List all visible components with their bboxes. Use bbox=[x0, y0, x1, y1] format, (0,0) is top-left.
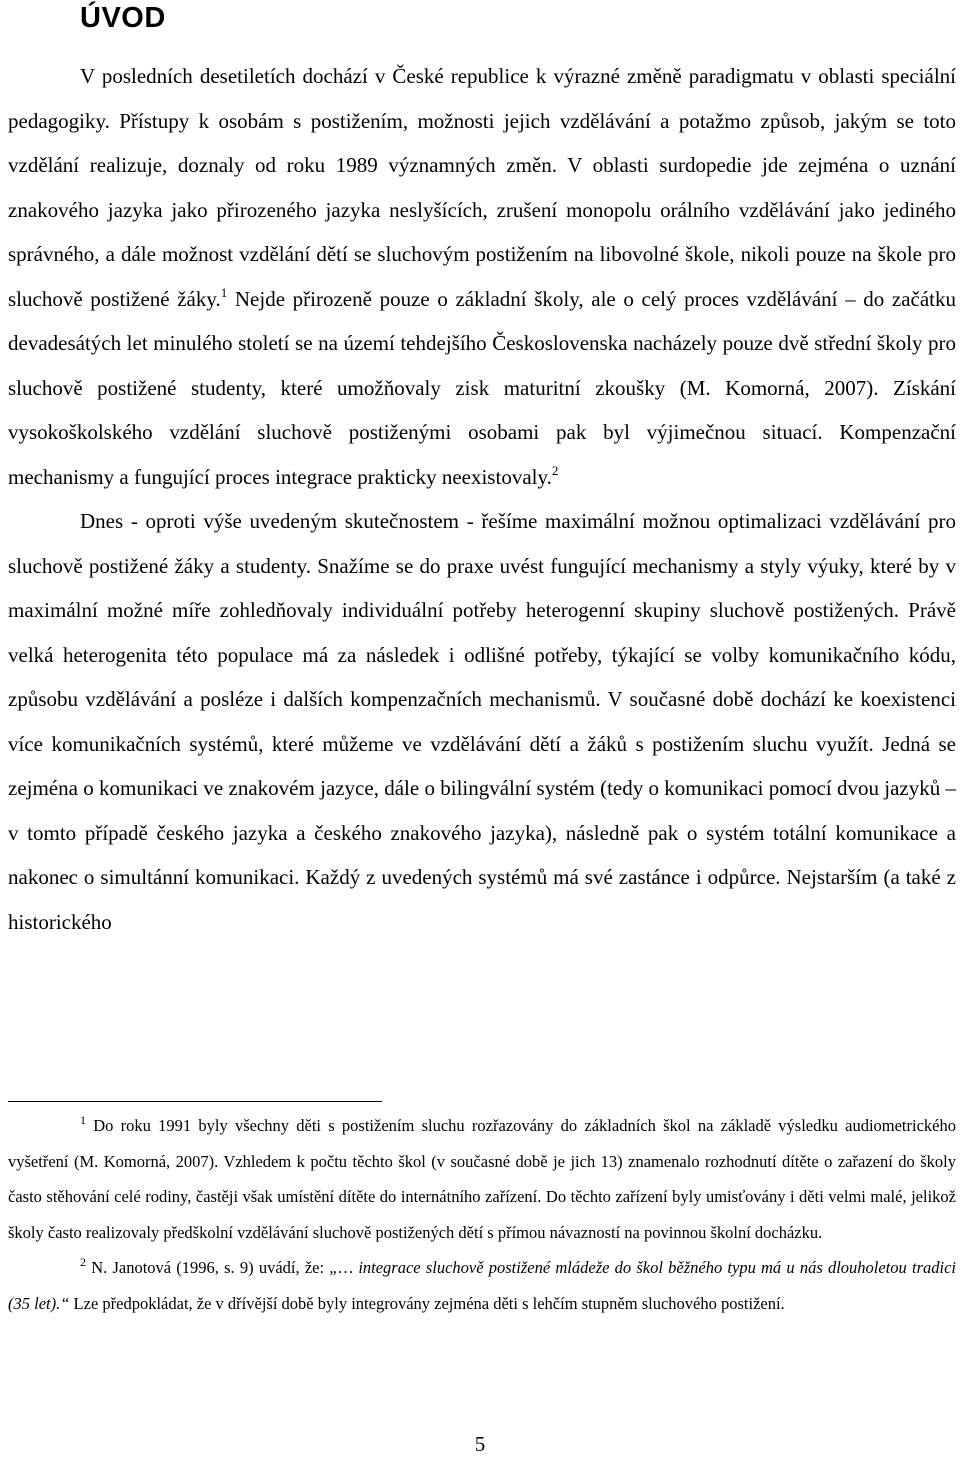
paragraph-2: Dnes - oproti výše uvedeným skutečnostem - řešíme maximální možnou optimalizaci vzdělávání pro sluchově postižené žáky a studenty. Snažíme se do praxe uvést fungující mechanismy a styly výuky, které by v maximální možné míře zohledňovaly individuální potřeby heterogenní skupiny sluchově postižených. Právě velká heterogenita této populace má za následek i odlišné potřeby, týkající se volby komunikačního kódu, způsobu vzdělávání a posléze i dalších kompenzačních mechanismů. V současné době dochází ke koexistenci více komunikačních systémů, které můžeme ve vzdělávání dětí a žáků s postižením sluchu využít. Jedná se zejména o komunikaci ve znakovém jazyce, dále o bilingvální systém (tedy o komunikaci pomocí dvou jazyků – v tomto případě českého jazyka a českého znakového jazyka), následně pak o systém totální komunikace a nakonec o simultánní komunikaci. Každý z uvedených systémů má své zastánce i odpůrce. Nejstarším (a také z historického bbox=[8, 509, 956, 934]
footnote-2-quote: „… integrace sluchově postižené mládeže do škol běžného typu má u nás dlouholetou tradici (35 let).“ bbox=[8, 1258, 957, 1313]
footnotes bbox=[8, 1108, 956, 1321]
footnote-2-marker: 2 bbox=[80, 1255, 86, 1269]
footnote-2-lead: N. Janotová (1996, s. 9) uvádí, že: bbox=[86, 1258, 330, 1277]
footnote-ref-2[interactable]: 2 bbox=[551, 462, 559, 478]
footnote-ref-1[interactable]: 1 bbox=[220, 284, 228, 300]
page-heading: ÚVOD bbox=[80, 2, 166, 34]
footnote-2-tail: Lze předpokládat, že v dřívější době byly integrovány zejména děti s lehčím stupněm sluchového postižení. bbox=[69, 1293, 785, 1313]
paragraph-1 bbox=[8, 54, 956, 499]
paragraph-1-part-b: Nejde přirozeně pouze o základní školy, ale o celý proces vzdělávání – do začátku devadesátých let minulého století se na území tehdejšího Československa nacházely pouze dvě střední školy pro sluchově postižené studenty, které umožňovaly zisk maturitní zkoušky (M. Komorná, 2007). Získání vysokoškolského vzdělání sluchově postiženými osobami pak byl výjimečnou situací. Kompenzační mechanismy a fungující proces integrace prakticky neexistovaly. bbox=[8, 286, 957, 489]
footnote-separator bbox=[8, 1101, 382, 1102]
footnote-1 bbox=[8, 1108, 956, 1250]
main-text bbox=[8, 54, 956, 944]
footnote-2 bbox=[8, 1250, 956, 1321]
footnote-1-text: Do roku 1991 byly všechny děti s postižením sluchu rozřazovány do základních škol na základě výsledku audiometrického vyšetření (M. Komorná, 2007). Vzhledem k počtu těchto škol (v současné době je jich 13) znamenalo rozhodnutí dítěte o zařazení do školy často stěhování celé rodiny, častěji však umístění dítěte do internátního zařízení. Do těchto zařízení byly umisťovány i děti velmi malé, jelikož školy často realizovaly předškolní vzdělávání sluchově postižených dětí s přímou návazností na povinnou školní docházku. bbox=[8, 1116, 956, 1242]
footnote-1-marker: 1 bbox=[80, 1113, 86, 1127]
paragraph-1-part-a: V posledních desetiletích dochází v České republice k výrazné změně paradigmatu v oblasti speciální pedagogiky. Přístupy k osobám s postižením, možnosti jejich vzdělávání a potažmo způsob, jakým se toto vzdělání realizuje, doznaly od roku 1989 významných změn. V oblasti surdopedie jde zejména o uznání znakového jazyka jako přirozeného jazyka neslyšících, zrušení monopolu orálního vzdělávání jako jediného správného, a dále možnost vzdělání dětí se sluchovým postižením na libovolné škole, nikoli pouze na škole pro sluchově postižené žáky. bbox=[8, 64, 956, 311]
page-number: 5 bbox=[474, 1432, 486, 1456]
